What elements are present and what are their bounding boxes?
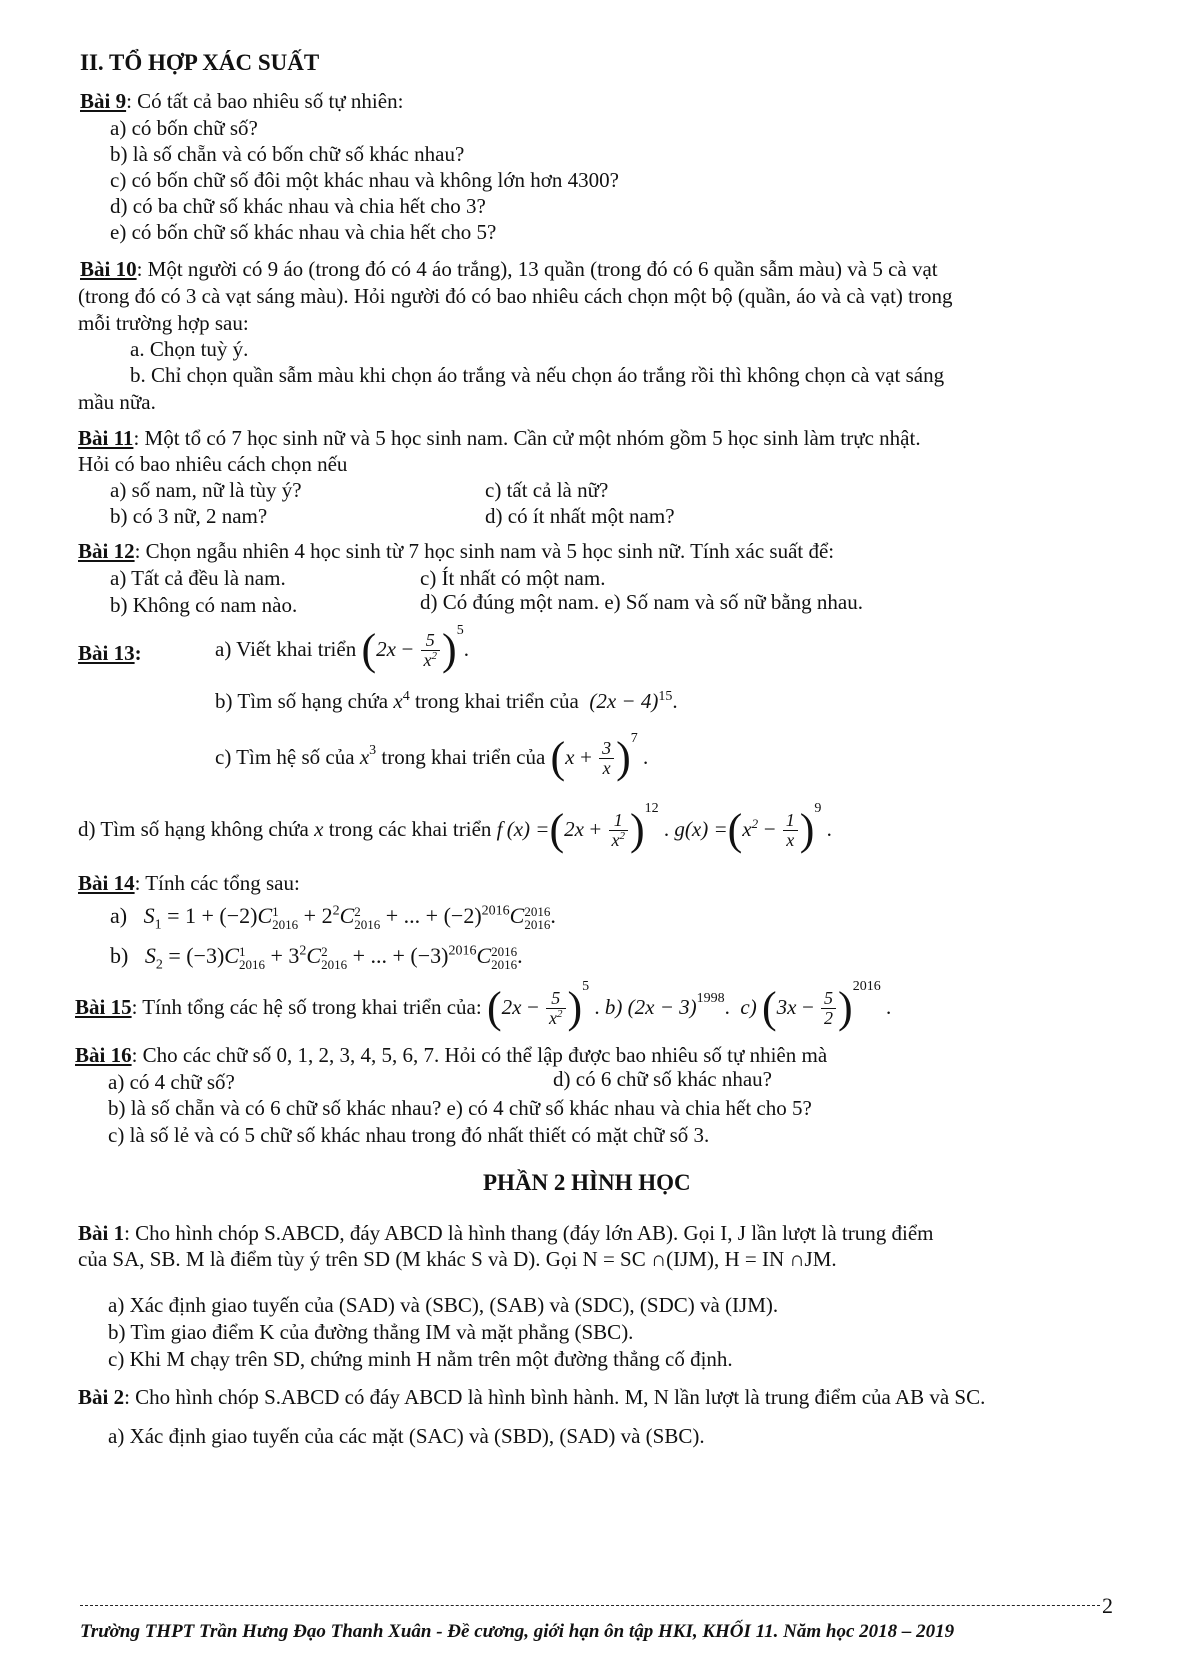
bai11-line2: Hỏi có bao nhiêu cách chọn nếu <box>78 452 348 476</box>
bai13-label: Bài 13 <box>78 641 135 665</box>
bai15: Bài 15 : Tính tổng các hệ số trong khai triển của: ( 2x − $\frac{5}{x^2}$ ) 5 . b) (2x − 3) 1998 . c) ( 3x − $\frac{5}{2}$ ) 2016 . <box>75 979 892 1032</box>
bai16-label: Bài 16 <box>75 1043 132 1067</box>
bai9-item-b: b) là số chẵn và có bốn chữ số khác nhau? <box>110 142 465 166</box>
bai11-c: c) tất cả là nữ? <box>485 478 609 502</box>
hh1-label: Bài 1 <box>78 1221 125 1245</box>
bai10-line3: mỗi trường hợp sau: <box>78 311 249 335</box>
hh1-b: b) Tìm giao điểm K của đường thẳng IM và mặt phẳng (SBC). <box>108 1320 634 1344</box>
bai14-b: b) $S_2 = (-3)C$ 1 2016 + $3^2C$ 2 2016 + ... + $(-3)^{2016}C$ 2016 2016 . <box>110 943 523 973</box>
bai11-b: b) có 3 nữ, 2 nam? <box>110 504 268 528</box>
hh1-line1: Bài 1: Cho hình chóp S.ABCD, đáy ABCD là hình thang (đáy lớn AB). Gọi I, J lần lượt là trung điểm <box>78 1221 934 1245</box>
bai14-intro: Bài 14: Tính các tổng sau: <box>78 871 300 895</box>
bai13-label-line: Bài 13: <box>78 641 142 665</box>
bai16-line1: Bài 16: Cho các chữ số 0, 1, 2, 3, 4, 5, 6, 7. Hỏi có thể lập được bao nhiêu số tự nhiên mà <box>75 1043 828 1067</box>
bai10-a: a. Chọn tuỳ ý. <box>130 337 249 361</box>
bai9-intro: Bài 9: Có tất cả bao nhiêu số tự nhiên: <box>80 89 404 113</box>
hh2-line1: Bài 2: Cho hình chóp S.ABCD có đáy ABCD là hình bình hành. M, N lần lượt là trung điểm của AB và SC. <box>78 1385 986 1409</box>
bai12-d: d) Có đúng một nam. e) Số nam và số nữ bằng nhau. <box>420 590 863 614</box>
bai11-label: Bài 11 <box>78 426 134 450</box>
bai9-item-d: d) có ba chữ số khác nhau và chia hết cho 3? <box>110 194 486 218</box>
footer-text: Trường THPT Trần Hưng Đạo Thanh Xuân - Đề cương, giới hạn ôn tập HKI, KHỐI 11. Năm học 2018 – 2019 <box>80 1621 955 1642</box>
bai12-a: a) Tất cả đều là nam. <box>110 566 286 590</box>
hh1-a: a) Xác định giao tuyến của (SAD) và (SBC), (SAB) và (SDC), (SDC) và (IJM). <box>108 1293 779 1317</box>
bai13-b: b) Tìm số hạng chứa $x^4$ trong khai triển của $(2x - 4)^{15}$. <box>215 689 678 713</box>
bai10-b1: b. Chỉ chọn quần sẫm màu khi chọn áo trắng và nếu chọn áo trắng rồi thì không chọn cà vạt sáng <box>130 363 945 387</box>
bai13-c: c) Tìm hệ số của x 3 trong khai triển của ( x + $\frac{3}{x}$ ) 7 . <box>215 731 649 782</box>
bai11-line1: Bài 11: Một tổ có 7 học sinh nữ và 5 học sinh nam. Cần cử một nhóm gồm 5 học sinh làm trực nhật. <box>78 426 921 450</box>
part2-title: PHẦN 2 HÌNH HỌC <box>483 1170 691 1195</box>
bai11-d: d) có ít nhất một nam? <box>485 504 675 528</box>
bai10-label: Bài 10 <box>80 257 137 281</box>
bai9-item-a: a) có bốn chữ số? <box>110 116 258 140</box>
bai14-a: a) $S_1 = 1 + (-2)C$ 1 2016 + $2^2C$ 2 2016 + ... + $(-2)^{2016}C$ 2016 2016 . <box>110 903 556 933</box>
bai10-line2: (trong đó có 3 cà vạt sáng màu). Hỏi người đó có bao nhiêu cách chọn một bộ (quần, áo và cà vạt) trong <box>78 284 953 308</box>
bai15-label: Bài 15 <box>75 995 132 1020</box>
bai12-c: c) Ít nhất có một nam. <box>420 566 606 590</box>
bai9-label: Bài 9 <box>80 89 127 113</box>
hh2-a: a) Xác định giao tuyến của các mặt (SAC) và (SBD), (SAD) và (SBC). <box>108 1424 705 1448</box>
bai10-line1: Bài 10: Một người có 9 áo (trong đó có 4 áo trắng), 13 quần (trong đó có 6 quần sẫm màu) và 5 cà vạt <box>80 257 938 281</box>
bai13-a: a) Viết khai triển ( 2x − $\frac{5}{x^2}$ ) 5 . <box>215 623 469 674</box>
bai10-b2: mầu nữa. <box>78 390 156 414</box>
bai16-c: c) là số lẻ và có 5 chữ số khác nhau trong đó nhất thiết có mặt chữ số 3. <box>108 1123 710 1147</box>
hh1-c: c) Khi M chạy trên SD, chứng minh H nằm trên một đường thẳng cố định. <box>108 1347 733 1371</box>
footer-divider <box>80 1605 1100 1606</box>
bai12-b: b) Không có nam nào. <box>110 593 298 617</box>
bai16-d: d) có 6 chữ số khác nhau? <box>553 1067 772 1091</box>
bai9-item-c: c) có bốn chữ số đôi một khác nhau và không lớn hơn 4300? <box>110 168 619 192</box>
bai16-b: b) là số chẵn và có 6 chữ số khác nhau? e) có 4 chữ số khác nhau và chia hết cho 5? <box>108 1096 812 1120</box>
bai12-label: Bài 12 <box>78 539 135 563</box>
hh2-label: Bài 2 <box>78 1385 125 1409</box>
bai11-a: a) số nam, nữ là tùy ý? <box>110 478 302 502</box>
bai13-d: d) Tìm số hạng không chứa x trong các khai triển f (x) = ( 2x + $\frac{1}{x^2}$ ) 12 . g(x) = ( $x^2$ − $\frac{1}{x}$ ) 9 . <box>78 801 832 854</box>
section-title: II. TỔ HỢP XÁC SUẤT <box>80 50 320 75</box>
page-number: 2 <box>1102 1593 1113 1618</box>
bai16-a: a) có 4 chữ số? <box>108 1070 235 1094</box>
hh1-line2: của SA, SB. M là điểm tùy ý trên SD (M khác S và D). Gọi N = SC ∩(IJM), H = IN ∩JM. <box>78 1247 837 1271</box>
bai14-label: Bài 14 <box>78 871 135 895</box>
bai9-item-e: e) có bốn chữ số khác nhau và chia hết cho 5? <box>110 220 497 244</box>
bai12-line1: Bài 12: Chọn ngẫu nhiên 4 học sinh từ 7 học sinh nam và 5 học sinh nữ. Tính xác suất để: <box>78 539 835 563</box>
